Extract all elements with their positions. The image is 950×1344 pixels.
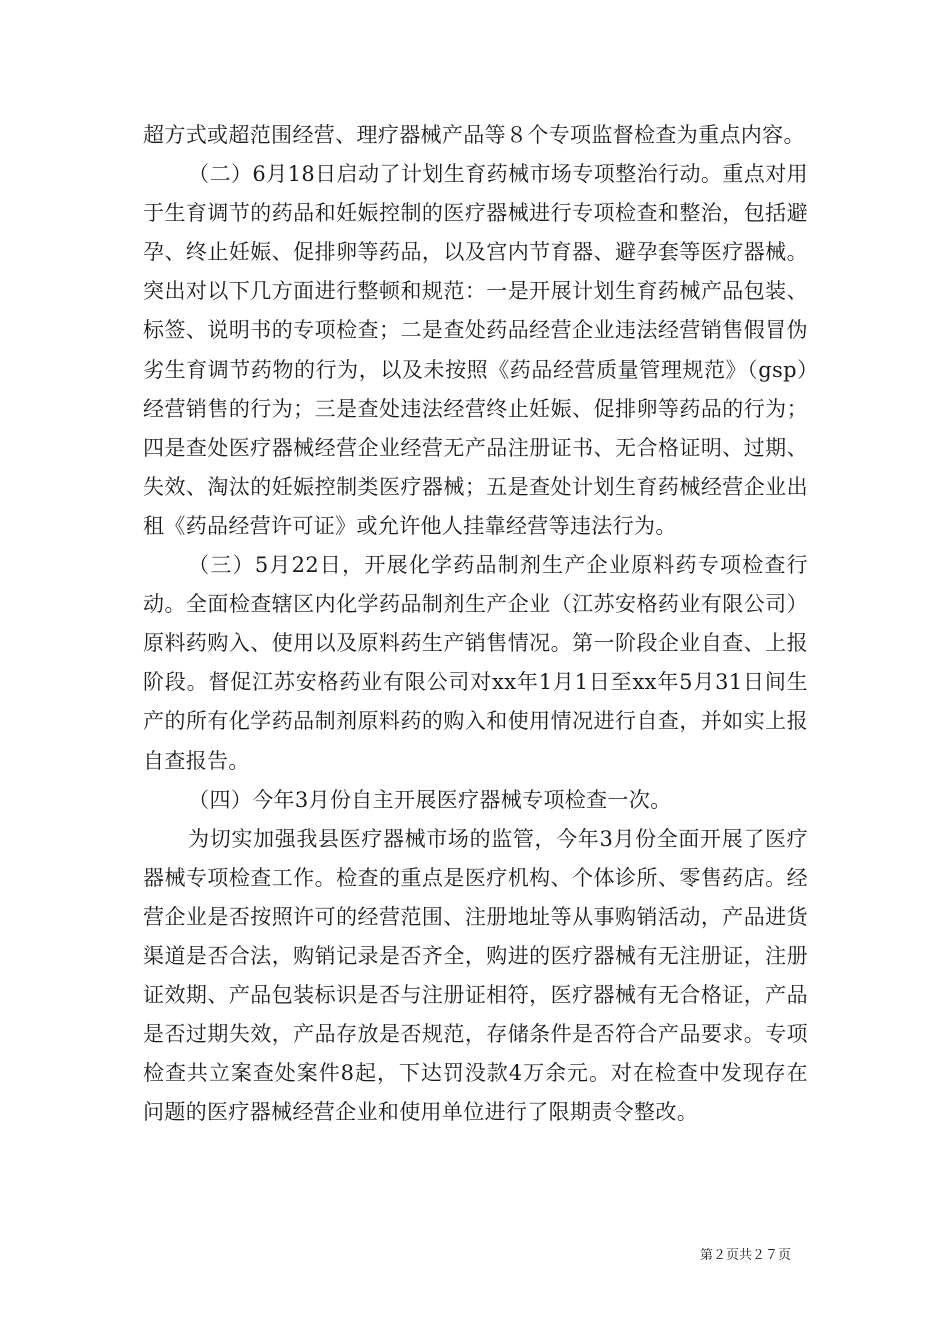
document-body: [143, 116, 808, 1132]
paragraph-section-3: （三）5月22日，开展化学药品制剂生产企业原料药专项检查行动。全面检查辖区内化学药品制剂生产企业（江苏安格药业有限公司）原料药购入、使用以及原料药生产销售情况。第一阶段企业自查、上报阶段。督促江苏安格药业有限公司对xx年1月1日至xx年5月31日间生产的所有化学药品制剂原料药的购入和使用情况进行自查，并如实上报自查报告。: [143, 553, 808, 773]
paragraph-continuation: 超方式或超范围经营、理疗器械产品等８个专项监督检查为重点内容。: [143, 123, 805, 147]
paragraph-section-4-body: 为切实加强我县医疗器械市场的监管，今年3月份全面开展了医疗器械专项检查工作。检查的重点是医疗机构、个体诊所、零售药店。经营企业是否按照许可的经营范围、注册地址等从事购销活动，产品进货渠道是否合法，购销记录是否齐全，购进的医疗器械有无注册证，注册证效期、产品包装标识是否与注册证相符，医疗器械有无合格证，产品是否过期失效，产品存放是否规范，存储条件是否符合产品要求。专项检查共立案查处案件8起，下达罚没款4万余元。对在检查中发现存在问题的医疗器械经营企业和使用单位进行了限期责令整改。: [143, 826, 808, 1125]
paragraph-section-2: （二）6月18日启动了计划生育药械市场专项整治行动。重点对用于生育调节的药品和妊娠控制的医疗器械进行专项检查和整治，包括避孕、终止妊娠、促排卵等药品，以及宫内节育器、避孕套等医疗器械。突出对以下几方面进行整顿和规范：一是开展计划生育药械产品包装、标签、说明书的专项检查；二是查处药品经营企业违法经营销售假冒伪劣生育调节药物的行为，以及未按照《药品经营质量管理规范》（gsp）经营销售的行为；三是查处违法经营终止妊娠、促排卵等药品的行为；四是查处医疗器械经营企业经营无产品注册证书、无合格证明、过期、失效、淘汰的妊娠控制类医疗器械；五是查处计划生育药械经营企业出租《药品经营许可证》或允许他人挂靠经营等违法行为。: [143, 162, 808, 538]
page-number-footer: 第２页共２７页: [700, 1248, 792, 1263]
paragraph-section-4-heading: （四）今年3月份自主开展医疗器械专项检查一次。: [188, 787, 672, 812]
